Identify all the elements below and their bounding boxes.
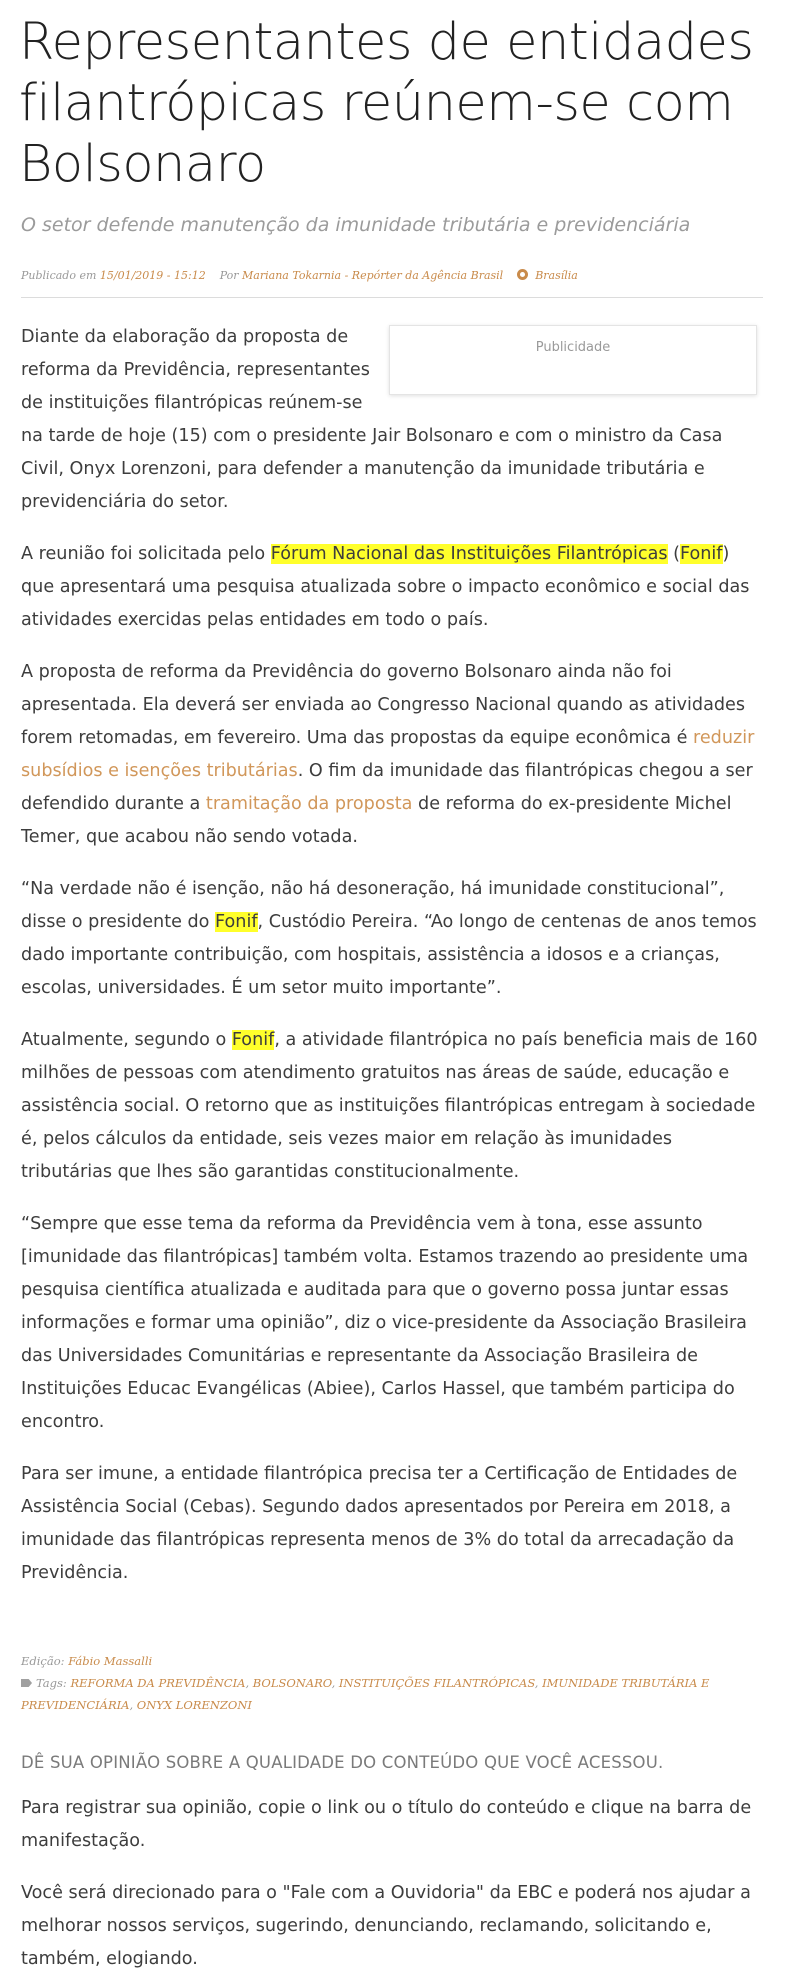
p5-text-2: , a atividade filantrópica no país beneficia mais de 160 milhões de pessoas com atendimento gratuitos nas áreas de saúde, educação e assistência social. O retorno que as instituições filantrópicas entregam à sociedade é, pelos cálculos da entidade, seis vezes maior em relação às imunidades tributárias que lhes são garantidas constitucionalmente. [21,1030,758,1182]
edition-label: Edição: [21,1654,65,1668]
published-date: 15/01/2019 - 15:12 [99,269,206,282]
paragraph-3 [21,656,763,854]
tags-label: Tags: [36,1676,67,1690]
p3-text-3: de reforma do ex-presidente Michel Temer, que acabou não sendo votada. [21,794,732,847]
link-tramitacao-proposta[interactable]: tramitação da proposta [205,794,413,814]
published-label: Publicado em [21,269,97,282]
link-reduzir-subsidios[interactable]: reduzir subsídios e isenções tributárias [21,728,755,781]
tag-icon [21,1679,32,1687]
by-label: Por [219,269,239,282]
paragraph-6: “Sempre que esse tema da reforma da Previdência vem à tona, esse assunto [imunidade das filantrópicas] também volta. Estamos trazendo ao presidente uma pesquisa científica atualizada e auditada para que o governo possa juntar essas informações e formar uma opinião”, diz o vice-presidente da Associação Brasileira das Universidades Comunitárias e representante da Associação Brasileira de Instituições Educac Evangélicas (Abiee), Carlos Hassel, que também participa do encontro. [21,1214,749,1432]
highlight-fonif: Fonif [215,912,258,932]
p3-text-1: A proposta de reforma da Previdência do governo Bolsonaro ainda não foi apresentada. Ela deverá ser enviada ao Congresso Nacional quando as atividades forem retomadas, em fevereiro. Uma das propostas da equipe econômica é [21,662,746,748]
p2-text-1: A reunião foi solicitada pelo [21,544,271,564]
tag-link[interactable]: BOLSONARO [252,1676,332,1690]
article-meta [21,268,761,284]
header-divider [21,297,763,298]
paragraph-2 [21,538,763,637]
article-body [21,321,763,1609]
paragraph-1-text: Diante da elaboração da proposta de reforma da Previdência, representantes de instituições filantrópicas reúnem-se na tarde de hoje (15) com o presidente Jair Bolsonaro e com o ministro da Casa Civil, Onyx Lorenzoni, para defender a manutenção da imunidade tributária e previdenciária do setor. [21,327,723,512]
tag-link[interactable]: REFORMA DA PREVIDÊNCIA [70,1676,246,1690]
paragraph-4 [21,873,763,1005]
opinion-paragraph-2: Você será direcionado para o "Fale com a Ouvidoria" da EBC e poderá nos ajudar a melhorar nossos serviços, sugerindo, denunciando, reclamando, solicitando e, também, elogiando. [21,1883,751,1969]
page-title: Representantes de entidades filantrópicas reúnem-se com Bolsonaro [19,13,754,194]
p2-text-2: ( [667,544,681,564]
paragraph-7: Para ser imune, a entidade filantrópica precisa ter a Certificação de Entidades de Assistência Social (Cebas). Segundo dados apresentados por Pereira em 2018, a imunidade das filantrópicas representa menos de 3% do total da arrecadação da Previdência. [21,1464,738,1583]
editor-name: Fábio Massalli [68,1654,153,1668]
article-footer-meta [21,1650,763,1716]
advertisement-label: Publicidade [535,340,611,355]
edition-line [21,1650,763,1672]
tags-line: Tags: REFORMA DA PREVIDÊNCIA, BOLSONARO, INSTITUIÇÕES FILANTRÓPICAS, IMUNIDADE TRIBUTÁRIA E PREVIDENCIÁRIA, ONYX LORENZONI [21,1676,710,1712]
opinion-heading: DÊ SUA OPINIÃO SOBRE A QUALIDADE DO CONTEÚDO QUE VOCÊ ACESSOU. [21,1753,664,1772]
highlight-fonif-full: Fórum Nacional das Instituições Filantrópicas [270,544,668,564]
p2-text-3: ) que apresentará uma pesquisa atualizada sobre o impacto econômico e social das atividades exercidas pelas entidades em todo o país. [21,544,750,630]
highlight-fonif: Fonif [680,544,723,564]
location-link[interactable]: Brasília [535,269,578,282]
p3-text-2: . O fim da imunidade das filantrópicas chegou a ser defendido durante a [21,761,753,814]
author-link[interactable]: Mariana Tokarnia - Repórter da Agência Brasil [242,269,504,282]
p5-text-1: Atualmente, segundo o [21,1030,232,1050]
tag-link[interactable]: IMUNIDADE TRIBUTÁRIA E PREVIDENCIÁRIA [21,1676,710,1712]
ad-spacer [391,321,763,403]
tag-link[interactable]: ONYX LORENZONI [136,1698,252,1712]
location-globe-icon [517,269,528,280]
tag-link[interactable]: INSTITUIÇÕES FILANTRÓPICAS [338,1676,535,1690]
paragraph-1 [21,321,763,519]
opinion-body [21,1792,763,1969]
p4-text-1: “Na verdade não é isenção, não há desoneração, há imunidade constitucional”, disse o presidente do [21,879,725,932]
paragraph-5 [21,1024,763,1189]
article-subtitle: O setor defende manutenção da imunidade tributária e previdenciária [21,214,691,236]
opinion-paragraph-1: Para registrar sua opinião, copie o link ou o título do conteúdo e clique na barra de manifestação. [21,1798,752,1851]
highlight-fonif: Fonif [231,1030,275,1050]
p4-text-2: , Custódio Pereira. “Ao longo de centenas de anos temos dado importante contribuição, com hospitais, assistência a idosos e a crianças, escolas, universidades. É um setor muito importante”. [21,912,757,998]
